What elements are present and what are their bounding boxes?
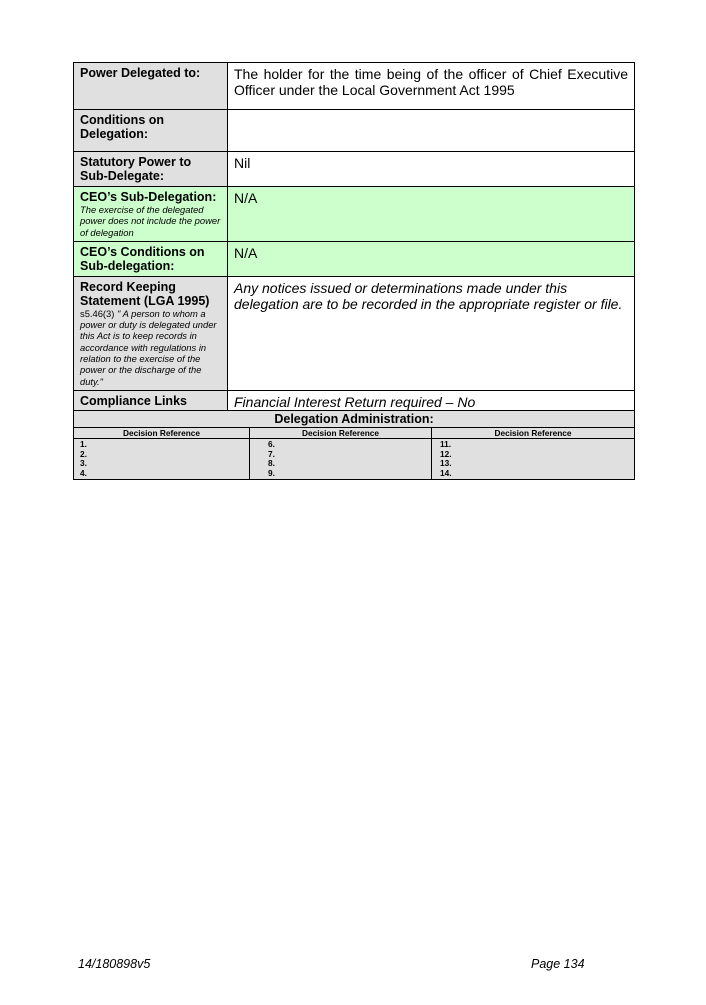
decision-item: 12. <box>440 448 452 459</box>
value-cell <box>228 63 635 110</box>
label-cell <box>74 276 228 390</box>
value-cell <box>228 152 635 187</box>
column-header: Decision Reference <box>250 428 432 439</box>
decision-item: 8. <box>268 458 275 469</box>
row-reference <box>80 308 221 387</box>
row-statutory-power <box>74 152 635 187</box>
document-reference: 14/180898v5 <box>78 957 151 971</box>
row-record-keeping <box>74 276 635 390</box>
row-value: Financial Interest Return required – No <box>234 393 476 410</box>
label-cell <box>74 152 228 187</box>
decision-column <box>250 439 432 480</box>
row-label: Conditions on Delegation: <box>80 113 165 141</box>
label-cell <box>74 110 228 152</box>
row-value: N/A <box>234 244 258 261</box>
decision-item: 4. <box>80 467 87 478</box>
ref-quote: " A person to whom a power or duty is delegated under this Act is to keep records in accordance with regulations in relation to the exercise of the power or the discharge of the duty." <box>80 307 217 387</box>
row-label: Statutory Power to Sub-Delegate: <box>80 155 192 183</box>
row-label: Compliance Links <box>80 393 187 408</box>
row-label: Record Keeping Statement (LGA 1995) <box>80 279 210 308</box>
row-value: The holder for the time being of the officer of Chief Executive Officer under the Local Government Act 1995 <box>234 66 628 98</box>
decision-item: 13. <box>440 458 452 469</box>
admin-header-row <box>74 428 635 439</box>
decision-item: 14. <box>440 467 452 478</box>
decision-item: 3. <box>80 458 87 469</box>
decision-item: 2. <box>80 448 87 459</box>
row-label: CEO’s Sub-Delegation: <box>80 190 217 204</box>
admin-title: Delegation Administration: <box>74 411 635 428</box>
decision-item: 6. <box>268 439 275 449</box>
row-note: The exercise of the delegated power does not include the power of delegation <box>80 204 221 238</box>
row-value: N/A <box>234 190 258 206</box>
label-cell <box>74 241 228 276</box>
column-header: Decision Reference <box>432 428 635 439</box>
row-ceo-sub-delegation <box>74 187 635 242</box>
decision-item: 7. <box>268 448 275 459</box>
value-cell <box>228 110 635 152</box>
label-cell <box>74 63 228 110</box>
delegation-table <box>73 62 635 437</box>
row-label: CEO’s Conditions on Sub-delegation: <box>80 244 205 273</box>
label-cell <box>74 187 228 242</box>
ref-prefix: s5.46(3) <box>80 307 115 319</box>
row-conditions <box>74 110 635 152</box>
admin-items-row <box>74 439 635 480</box>
decision-item: 11. <box>440 439 452 449</box>
decision-column <box>74 439 250 480</box>
row-value: Any notices issued or determinations made under this delegation are to be recorded in the appropriate register or file. <box>234 279 623 312</box>
delegation-administration-table <box>73 410 635 480</box>
value-cell <box>228 241 635 276</box>
decision-item: 1. <box>80 439 87 449</box>
value-cell <box>228 187 635 242</box>
row-ceo-conditions <box>74 241 635 276</box>
column-header: Decision Reference <box>74 428 250 439</box>
row-power-delegated <box>74 63 635 110</box>
decision-item: 9. <box>268 467 275 478</box>
decision-column <box>432 439 635 480</box>
page-number: Page 134 <box>531 957 585 971</box>
row-value: Nil <box>234 155 251 171</box>
row-label: Power Delegated to: <box>80 66 201 80</box>
value-cell <box>228 276 635 390</box>
